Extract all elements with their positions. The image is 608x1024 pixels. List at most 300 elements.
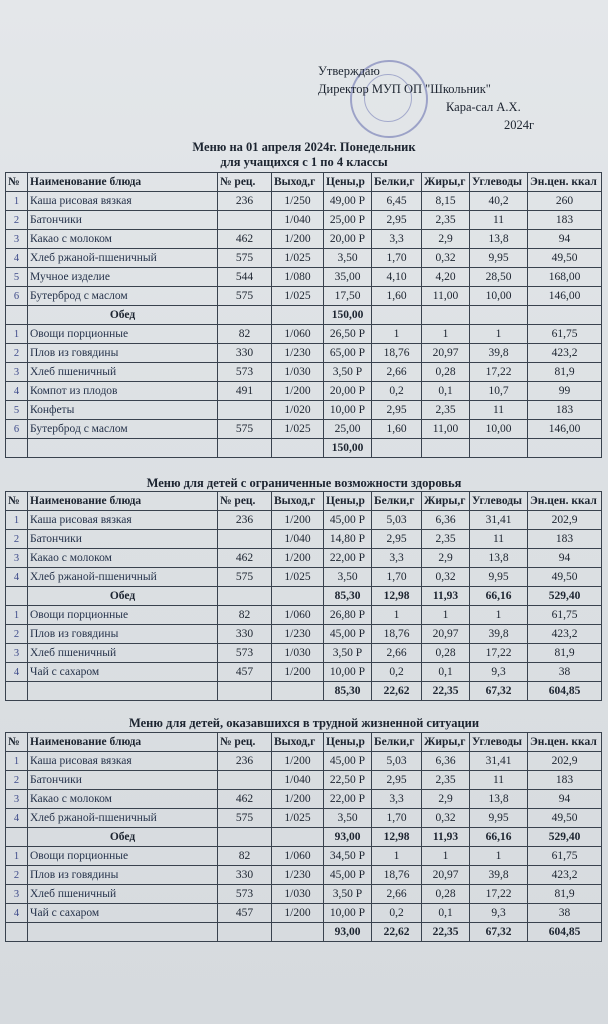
table-cell: 0,1 bbox=[422, 382, 470, 401]
table-cell: 38 bbox=[528, 663, 602, 682]
table-cell: 0,32 bbox=[422, 809, 470, 828]
table-cell: 2 bbox=[6, 771, 28, 790]
table-cell: 1,60 bbox=[372, 287, 422, 306]
column-header: № рец. bbox=[218, 173, 272, 192]
table-row bbox=[6, 885, 602, 904]
table-cell: 183 bbox=[528, 211, 602, 230]
table-cell: 202,9 bbox=[528, 511, 602, 530]
table-cell: 1/200 bbox=[272, 790, 324, 809]
table-cell: 3,50 bbox=[324, 809, 372, 828]
table-cell: 462 bbox=[218, 790, 272, 809]
table-cell: 0,1 bbox=[422, 663, 470, 682]
menu-table-disabilities bbox=[5, 491, 602, 701]
lunch-subtotal: 11,93 bbox=[422, 828, 470, 847]
lunch-subtotal: 12,98 bbox=[372, 828, 422, 847]
table-row bbox=[6, 771, 602, 790]
table-cell: 9,95 bbox=[470, 568, 528, 587]
table-cell: 1 bbox=[6, 325, 28, 344]
table-cell: 0,28 bbox=[422, 363, 470, 382]
table-cell: 1/250 bbox=[272, 192, 324, 211]
table-cell: 2,95 bbox=[372, 771, 422, 790]
approval-title: Утверждаю bbox=[318, 64, 380, 78]
table-cell: 20,97 bbox=[422, 344, 470, 363]
column-header: № bbox=[6, 173, 28, 192]
column-header: Эн.цен. ккал bbox=[528, 492, 602, 511]
table-cell: 11 bbox=[470, 530, 528, 549]
lunch-label: Обед bbox=[28, 587, 218, 606]
dish-name: Хлеб пшеничный bbox=[28, 363, 218, 382]
menu-table-primary bbox=[5, 172, 602, 458]
dish-name: Чай с сахаром bbox=[28, 904, 218, 923]
column-header: Выход,г bbox=[272, 173, 324, 192]
menu-subtitle: для учащихся с 1 по 4 классы bbox=[220, 155, 388, 169]
table-cell bbox=[6, 587, 28, 606]
table-cell: 10,00 Р bbox=[324, 401, 372, 420]
table-cell: 423,2 bbox=[528, 625, 602, 644]
table-cell: 1 bbox=[422, 606, 470, 625]
table-cell bbox=[6, 828, 28, 847]
table-cell: 1 bbox=[372, 606, 422, 625]
table-cell: 146,00 bbox=[528, 420, 602, 439]
dish-name: Какао с молоком bbox=[28, 790, 218, 809]
grand-total: 604,85 bbox=[528, 923, 602, 942]
menu-table-hardship bbox=[5, 732, 602, 942]
table-cell: 26,80 Р bbox=[324, 606, 372, 625]
table-cell: 1 bbox=[6, 752, 28, 771]
table-cell: 4 bbox=[6, 568, 28, 587]
table-cell bbox=[218, 306, 272, 325]
table-cell bbox=[218, 530, 272, 549]
table-cell: 1/025 bbox=[272, 287, 324, 306]
table-cell: 5 bbox=[6, 401, 28, 420]
table-cell: 22,50 Р bbox=[324, 771, 372, 790]
table-cell: 236 bbox=[218, 192, 272, 211]
table-cell: 49,50 bbox=[528, 568, 602, 587]
approval-date: 2024г bbox=[504, 118, 535, 132]
approval-signer: Кара-сал А.Х. bbox=[446, 100, 521, 114]
table-cell: 2,66 bbox=[372, 644, 422, 663]
table-cell: 3 bbox=[6, 230, 28, 249]
dish-name: Бутерброд с маслом bbox=[28, 287, 218, 306]
table-cell: 9,95 bbox=[470, 809, 528, 828]
dish-name: Плов из говядины bbox=[28, 866, 218, 885]
table-row bbox=[6, 866, 602, 885]
grand-total: 604,85 bbox=[528, 682, 602, 701]
table-cell: 28,50 bbox=[470, 268, 528, 287]
column-header: Белки,г bbox=[372, 733, 422, 752]
lunch-subtotal: 85,30 bbox=[324, 587, 372, 606]
table-cell: 2,9 bbox=[422, 230, 470, 249]
column-header: Углеводы bbox=[470, 492, 528, 511]
column-header: Углеводы bbox=[470, 173, 528, 192]
table-cell: 9,3 bbox=[470, 904, 528, 923]
lunch-label: Обед bbox=[28, 828, 218, 847]
table-cell: 18,76 bbox=[372, 344, 422, 363]
table-cell: 25,00 Р bbox=[324, 211, 372, 230]
table-cell: 35,00 bbox=[324, 268, 372, 287]
column-header: Цены,р bbox=[324, 492, 372, 511]
table-cell: 1 bbox=[372, 847, 422, 866]
table-row bbox=[6, 363, 602, 382]
table-cell bbox=[272, 828, 324, 847]
table-cell: 4,10 bbox=[372, 268, 422, 287]
dish-name: Чай с сахаром bbox=[28, 663, 218, 682]
lunch-subtotal: 529,40 bbox=[528, 587, 602, 606]
table-cell: 2,9 bbox=[422, 790, 470, 809]
column-header: Наименование блюда bbox=[28, 733, 218, 752]
table-cell: 45,00 Р bbox=[324, 625, 372, 644]
table-cell: 462 bbox=[218, 549, 272, 568]
dish-name: Какао с молоком bbox=[28, 549, 218, 568]
table-row bbox=[6, 752, 602, 771]
table-cell: 18,76 bbox=[372, 866, 422, 885]
table-cell: 1/025 bbox=[272, 809, 324, 828]
table-cell: 45,00 Р bbox=[324, 866, 372, 885]
table-cell: 457 bbox=[218, 663, 272, 682]
table-cell: 10,7 bbox=[470, 382, 528, 401]
table-cell: 39,8 bbox=[470, 625, 528, 644]
table-cell: 1 bbox=[6, 511, 28, 530]
dish-name: Какао с молоком bbox=[28, 230, 218, 249]
table-cell: 20,00 Р bbox=[324, 382, 372, 401]
table-cell: 8,15 bbox=[422, 192, 470, 211]
column-header: Выход,г bbox=[272, 492, 324, 511]
table-cell: 4 bbox=[6, 809, 28, 828]
table-cell: 462 bbox=[218, 230, 272, 249]
table-cell: 3 bbox=[6, 885, 28, 904]
table-cell: 0,2 bbox=[372, 663, 422, 682]
table-cell: 10,00 bbox=[470, 287, 528, 306]
table-cell: 82 bbox=[218, 606, 272, 625]
table-cell: 11 bbox=[470, 401, 528, 420]
table-cell: 11 bbox=[470, 211, 528, 230]
table-cell: 11,00 bbox=[422, 420, 470, 439]
table-cell: 1 bbox=[422, 325, 470, 344]
table-row bbox=[6, 211, 602, 230]
table-cell: 13,8 bbox=[470, 230, 528, 249]
table-row bbox=[6, 344, 602, 363]
total-row bbox=[6, 682, 602, 701]
table-cell bbox=[528, 439, 602, 458]
table-cell bbox=[422, 439, 470, 458]
grand-total: 67,32 bbox=[470, 682, 528, 701]
total-row bbox=[6, 439, 602, 458]
dish-name: Каша рисовая вязкая bbox=[28, 192, 218, 211]
dish-name: Хлеб пшеничный bbox=[28, 885, 218, 904]
table-cell: 575 bbox=[218, 249, 272, 268]
section-title-hardship: Меню для детей, оказавшихся в трудной жизненной ситуации bbox=[128, 716, 480, 730]
table-cell: 2,35 bbox=[422, 771, 470, 790]
table-row bbox=[6, 420, 602, 439]
table-cell: 10,00 bbox=[470, 420, 528, 439]
column-header: Углеводы bbox=[470, 733, 528, 752]
table-cell: 39,8 bbox=[470, 344, 528, 363]
table-cell: 1/060 bbox=[272, 606, 324, 625]
lunch-subtotal: 93,00 bbox=[324, 828, 372, 847]
dish-name: Плов из говядины bbox=[28, 344, 218, 363]
table-cell: 1,70 bbox=[372, 809, 422, 828]
table-row bbox=[6, 401, 602, 420]
table-row bbox=[6, 809, 602, 828]
dish-name: Компот из плодов bbox=[28, 382, 218, 401]
dish-name: Плов из говядины bbox=[28, 625, 218, 644]
table-cell: 330 bbox=[218, 625, 272, 644]
table-cell: 9,3 bbox=[470, 663, 528, 682]
table-row bbox=[6, 287, 602, 306]
table-cell bbox=[372, 439, 422, 458]
table-cell: 3,50 Р bbox=[324, 644, 372, 663]
table-cell: 6,45 bbox=[372, 192, 422, 211]
table-cell: 1/030 bbox=[272, 644, 324, 663]
table-cell: 330 bbox=[218, 866, 272, 885]
dish-name: Конфеты bbox=[28, 401, 218, 420]
lunch-subtotal: 66,16 bbox=[470, 587, 528, 606]
table-cell: 146,00 bbox=[528, 287, 602, 306]
table-cell: 183 bbox=[528, 401, 602, 420]
column-header: Эн.цен. ккал bbox=[528, 173, 602, 192]
table-cell: 94 bbox=[528, 230, 602, 249]
column-header: Выход,г bbox=[272, 733, 324, 752]
table-cell: 3 bbox=[6, 644, 28, 663]
lunch-subtotal: 11,93 bbox=[422, 587, 470, 606]
table-cell: 2,95 bbox=[372, 401, 422, 420]
approval-position: Директор МУП ОП "Школьник" bbox=[318, 82, 491, 96]
table-cell: 82 bbox=[218, 325, 272, 344]
table-cell: 25,00 bbox=[324, 420, 372, 439]
table-cell: 10,00 Р bbox=[324, 663, 372, 682]
table-cell: 9,95 bbox=[470, 249, 528, 268]
table-cell: 3,50 Р bbox=[324, 885, 372, 904]
lunch-subtotal: 529,40 bbox=[528, 828, 602, 847]
table-cell: 6 bbox=[6, 287, 28, 306]
table-cell: 4 bbox=[6, 249, 28, 268]
table-cell: 183 bbox=[528, 771, 602, 790]
table-cell: 1/025 bbox=[272, 420, 324, 439]
table-cell: 0,32 bbox=[422, 249, 470, 268]
grand-total: 22,35 bbox=[422, 682, 470, 701]
grand-total: 93,00 bbox=[324, 923, 372, 942]
table-row bbox=[6, 511, 602, 530]
grand-total: 67,32 bbox=[470, 923, 528, 942]
table-row bbox=[6, 268, 602, 287]
lunch-subtotal: 66,16 bbox=[470, 828, 528, 847]
table-cell: 38 bbox=[528, 904, 602, 923]
table-cell: 11,00 bbox=[422, 287, 470, 306]
table-cell: 20,97 bbox=[422, 866, 470, 885]
table-cell: 1,60 bbox=[372, 420, 422, 439]
table-cell bbox=[218, 587, 272, 606]
table-cell: 575 bbox=[218, 809, 272, 828]
table-cell bbox=[272, 923, 324, 942]
table-cell: 457 bbox=[218, 904, 272, 923]
section-title-disabilities: Меню для детей с ограниченные возможности здоровья bbox=[146, 476, 462, 490]
column-header: Наименование блюда bbox=[28, 492, 218, 511]
table-cell: 94 bbox=[528, 549, 602, 568]
column-header: Жиры,г bbox=[422, 173, 470, 192]
table-cell bbox=[28, 682, 218, 701]
table-cell: 0,32 bbox=[422, 568, 470, 587]
table-cell: 1/200 bbox=[272, 549, 324, 568]
table-cell: 1/060 bbox=[272, 325, 324, 344]
table-cell: 3,3 bbox=[372, 790, 422, 809]
grand-total: 150,00 bbox=[324, 439, 372, 458]
table-cell: 1/025 bbox=[272, 249, 324, 268]
table-cell: 1 bbox=[6, 192, 28, 211]
column-header: Белки,г bbox=[372, 173, 422, 192]
table-cell: 2,35 bbox=[422, 401, 470, 420]
column-header: № рец. bbox=[218, 733, 272, 752]
table-cell: 3,50 bbox=[324, 568, 372, 587]
table-cell: 82 bbox=[218, 847, 272, 866]
table-cell: 2 bbox=[6, 625, 28, 644]
grand-total: 22,62 bbox=[372, 923, 422, 942]
table-cell bbox=[6, 682, 28, 701]
dish-name: Мучное изделие bbox=[28, 268, 218, 287]
table-cell: 1 bbox=[470, 325, 528, 344]
table-cell: 1/200 bbox=[272, 663, 324, 682]
dish-name: Хлеб пшеничный bbox=[28, 644, 218, 663]
table-cell: 45,00 Р bbox=[324, 511, 372, 530]
table-cell: 49,50 bbox=[528, 249, 602, 268]
approval-block bbox=[318, 62, 608, 134]
table-cell: 1 bbox=[6, 606, 28, 625]
table-cell: 573 bbox=[218, 644, 272, 663]
grand-total: 22,35 bbox=[422, 923, 470, 942]
table-cell: 94 bbox=[528, 790, 602, 809]
table-cell: 3 bbox=[6, 790, 28, 809]
table-cell: 99 bbox=[528, 382, 602, 401]
table-cell: 1/230 bbox=[272, 344, 324, 363]
table-cell: 13,8 bbox=[470, 790, 528, 809]
table-cell bbox=[272, 587, 324, 606]
table-row bbox=[6, 904, 602, 923]
table-cell: 573 bbox=[218, 885, 272, 904]
table-cell bbox=[218, 923, 272, 942]
table-cell: 575 bbox=[218, 420, 272, 439]
column-header: Белки,г bbox=[372, 492, 422, 511]
table-cell: 34,50 Р bbox=[324, 847, 372, 866]
table-row bbox=[6, 644, 602, 663]
table-cell: 4 bbox=[6, 904, 28, 923]
table-cell: 330 bbox=[218, 344, 272, 363]
table-cell bbox=[218, 682, 272, 701]
column-header: Жиры,г bbox=[422, 492, 470, 511]
table-cell: 6 bbox=[6, 420, 28, 439]
column-header: Наименование блюда bbox=[28, 173, 218, 192]
table-cell: 13,8 bbox=[470, 549, 528, 568]
column-header: № bbox=[6, 492, 28, 511]
table-cell: 49,50 bbox=[528, 809, 602, 828]
table-cell: 14,80 Р bbox=[324, 530, 372, 549]
table-cell: 65,00 Р bbox=[324, 344, 372, 363]
table-cell: 2,35 bbox=[422, 530, 470, 549]
table-cell: 260 bbox=[528, 192, 602, 211]
table-cell: 0,2 bbox=[372, 382, 422, 401]
table-cell: 22,00 Р bbox=[324, 549, 372, 568]
table-cell: 81,9 bbox=[528, 644, 602, 663]
table-row bbox=[6, 549, 602, 568]
table-cell: 0,1 bbox=[422, 904, 470, 923]
table-cell bbox=[218, 771, 272, 790]
table-cell: 4,20 bbox=[422, 268, 470, 287]
table-cell bbox=[218, 211, 272, 230]
table-cell: 3,50 bbox=[324, 249, 372, 268]
table-cell: 39,8 bbox=[470, 866, 528, 885]
dish-name: Хлеб ржаной-пшеничный bbox=[28, 809, 218, 828]
table-cell: 1/200 bbox=[272, 230, 324, 249]
lunch-subtotal: 12,98 bbox=[372, 587, 422, 606]
table-cell: 1/030 bbox=[272, 363, 324, 382]
table-cell bbox=[218, 401, 272, 420]
dish-name: Хлеб ржаной-пшеничный bbox=[28, 568, 218, 587]
table-cell: 1 bbox=[372, 325, 422, 344]
table-cell: 236 bbox=[218, 752, 272, 771]
table-cell: 5,03 bbox=[372, 752, 422, 771]
table-cell: 17,50 bbox=[324, 287, 372, 306]
table-cell: 2,35 bbox=[422, 211, 470, 230]
table-cell: 3 bbox=[6, 549, 28, 568]
table-header-row bbox=[6, 492, 602, 511]
table-cell: 575 bbox=[218, 287, 272, 306]
table-cell: 17,22 bbox=[470, 885, 528, 904]
table-cell: 423,2 bbox=[528, 344, 602, 363]
table-cell: 2,95 bbox=[372, 211, 422, 230]
table-cell: 1/025 bbox=[272, 568, 324, 587]
table-cell: 11 bbox=[470, 771, 528, 790]
table-cell bbox=[422, 306, 470, 325]
table-cell bbox=[272, 439, 324, 458]
grand-total: 22,62 bbox=[372, 682, 422, 701]
table-cell: 544 bbox=[218, 268, 272, 287]
table-cell: 1,70 bbox=[372, 568, 422, 587]
table-cell: 61,75 bbox=[528, 847, 602, 866]
lunch-total: 150,00 bbox=[324, 306, 372, 325]
table-cell: 0,28 bbox=[422, 644, 470, 663]
table-header-row bbox=[6, 733, 602, 752]
table-cell: 4 bbox=[6, 382, 28, 401]
table-row bbox=[6, 847, 602, 866]
table-cell: 2 bbox=[6, 530, 28, 549]
table-cell bbox=[470, 306, 528, 325]
dish-name: Овощи порционные bbox=[28, 606, 218, 625]
table-row bbox=[6, 568, 602, 587]
table-cell: 5 bbox=[6, 268, 28, 287]
menu-title: Меню на 01 апреля 2024г. Понедельник bbox=[192, 140, 416, 154]
table-cell: 81,9 bbox=[528, 363, 602, 382]
table-cell: 1/200 bbox=[272, 904, 324, 923]
table-header-row bbox=[6, 173, 602, 192]
table-cell: 2,66 bbox=[372, 363, 422, 382]
table-cell: 10,00 Р bbox=[324, 904, 372, 923]
column-header: Жиры,г bbox=[422, 733, 470, 752]
table-cell: 31,41 bbox=[470, 752, 528, 771]
table-cell: 61,75 bbox=[528, 606, 602, 625]
dish-name: Батончики bbox=[28, 530, 218, 549]
column-header: № рец. bbox=[218, 492, 272, 511]
dish-name: Овощи порционные bbox=[28, 325, 218, 344]
table-row bbox=[6, 382, 602, 401]
table-cell: 1/040 bbox=[272, 530, 324, 549]
table-cell: 168,00 bbox=[528, 268, 602, 287]
table-cell: 6,36 bbox=[422, 511, 470, 530]
table-cell: 575 bbox=[218, 568, 272, 587]
table-cell: 1/230 bbox=[272, 866, 324, 885]
table-cell: 1/200 bbox=[272, 511, 324, 530]
table-cell: 22,00 Р bbox=[324, 790, 372, 809]
table-row bbox=[6, 325, 602, 344]
dish-name: Хлеб ржаной-пшеничный bbox=[28, 249, 218, 268]
dish-name: Батончики bbox=[28, 771, 218, 790]
